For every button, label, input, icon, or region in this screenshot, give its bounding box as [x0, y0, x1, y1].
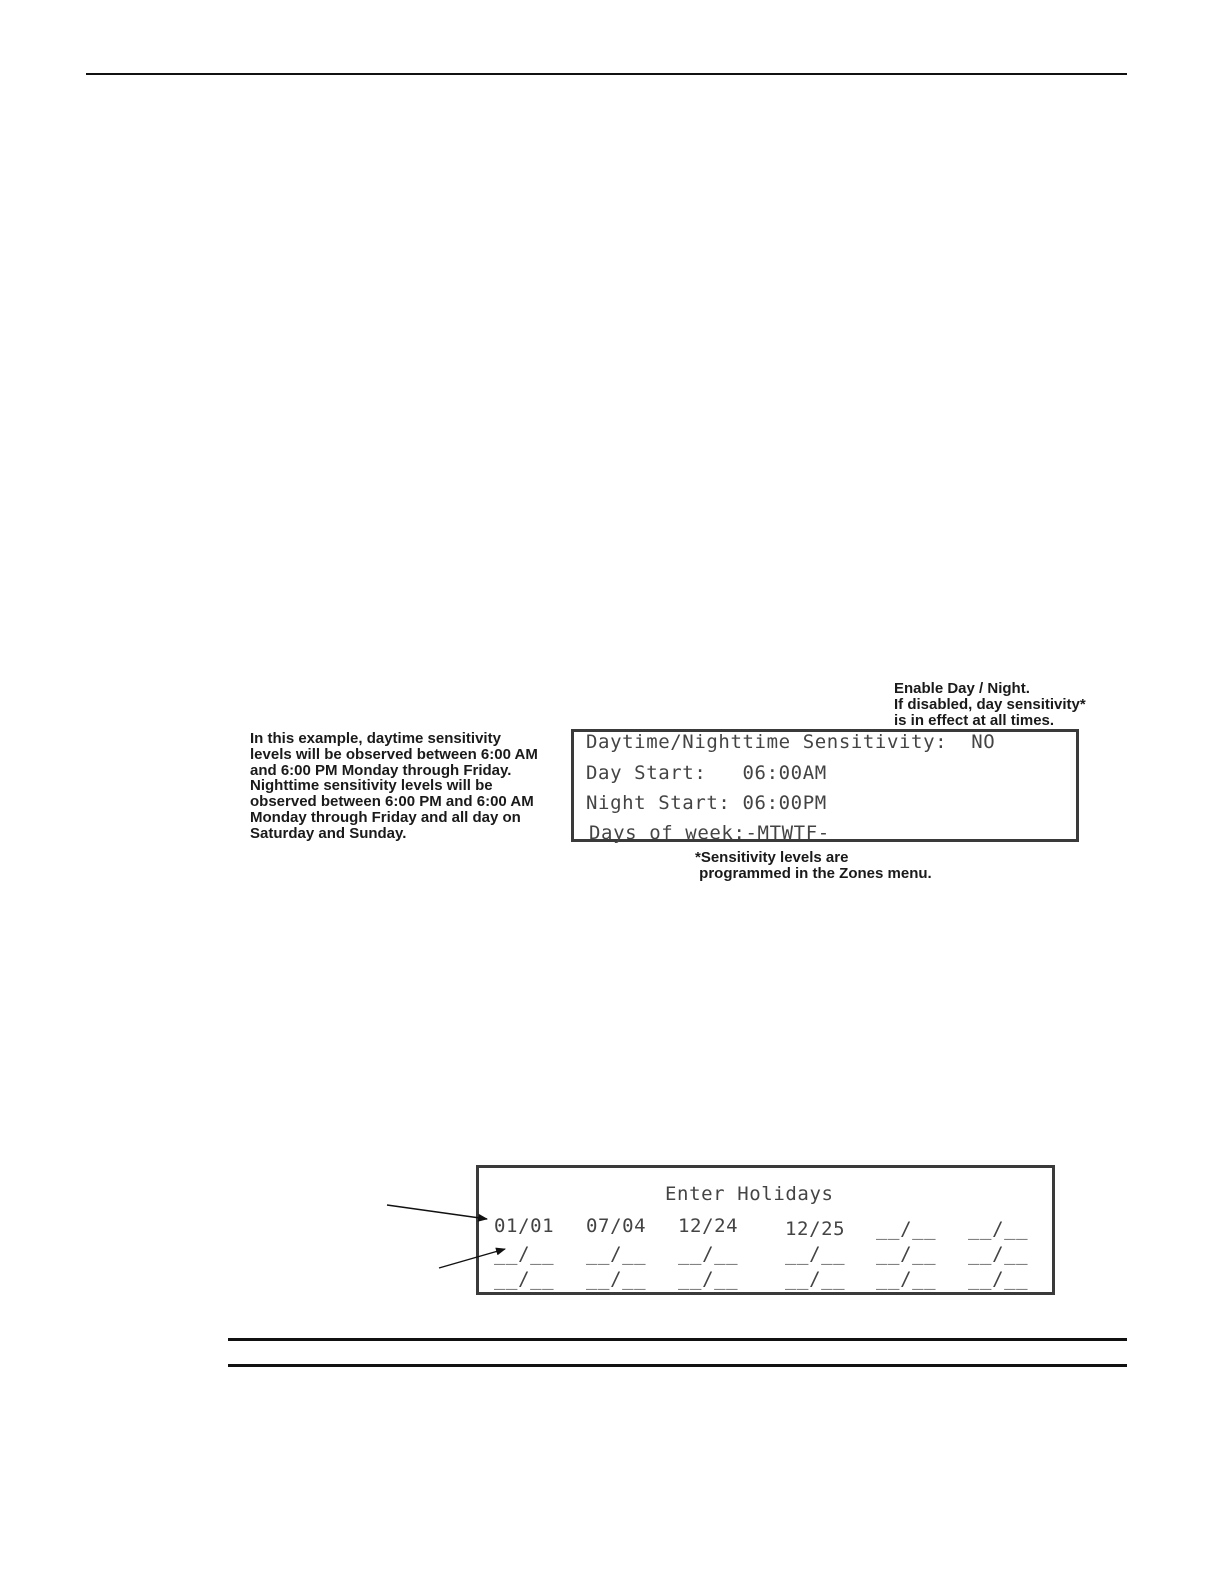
side-note-line: Saturday and Sunday.	[250, 824, 407, 842]
enable-note-line: Enable Day / Night.	[894, 680, 1030, 697]
side-note-line: Monday through Friday and all day on	[250, 808, 521, 826]
lcd-sensitivity-line: Daytime/Nighttime Sensitivity: NO	[586, 731, 996, 753]
footnote-line: *Sensitivity levels are	[695, 849, 849, 866]
holiday-date[interactable]: __/__	[678, 1268, 739, 1290]
holiday-date[interactable]: __/__	[785, 1268, 846, 1290]
arrow-to-blank-holiday	[439, 1249, 505, 1268]
arrow-to-first-holiday	[387, 1205, 487, 1219]
holiday-date[interactable]: __/__	[968, 1218, 1029, 1240]
holiday-date[interactable]: __/__	[876, 1243, 937, 1265]
holiday-date[interactable]: __/__	[876, 1218, 937, 1240]
footnote-line: programmed in the Zones menu.	[695, 864, 932, 882]
side-note-line: observed between 6:00 PM and 6:00 AM	[250, 793, 534, 811]
holiday-date[interactable]: 07/04	[586, 1215, 647, 1237]
holiday-date[interactable]: __/__	[968, 1268, 1029, 1290]
holiday-date[interactable]: __/__	[586, 1268, 647, 1290]
lcd-night-start-line: Night Start: 06:00PM	[586, 792, 827, 814]
lcd-days-of-week-line: Days of week:-MTWTF-	[589, 822, 830, 844]
holiday-date[interactable]: __/__	[968, 1243, 1029, 1265]
side-note-line: Nighttime sensitivity levels will be	[250, 777, 493, 795]
side-note-line: levels will be observed between 6:00 AM	[250, 745, 538, 763]
holiday-date[interactable]: __/__	[494, 1268, 555, 1290]
holiday-date[interactable]: __/__	[586, 1243, 647, 1265]
holiday-date[interactable]: __/__	[494, 1243, 555, 1265]
enable-note-line: If disabled, day sensitivity*	[894, 695, 1086, 713]
holiday-date[interactable]: __/__	[678, 1243, 739, 1265]
section-rule-upper	[228, 1338, 1127, 1341]
lcd-day-start-line: Day Start: 06:00AM	[586, 762, 827, 784]
holiday-date[interactable]: __/__	[785, 1243, 846, 1265]
holiday-date[interactable]: 12/25	[785, 1218, 846, 1240]
holiday-date[interactable]: __/__	[876, 1268, 937, 1290]
side-note-line: and 6:00 PM Monday through Friday.	[250, 761, 512, 779]
enable-note-line: is in effect at all times.	[894, 711, 1055, 729]
section-rule-lower	[228, 1364, 1127, 1367]
side-note-line: In this example, daytime sensitivity	[250, 730, 501, 747]
holiday-date[interactable]: 12/24	[678, 1215, 739, 1237]
holiday-date[interactable]: 01/01	[494, 1215, 555, 1237]
holiday-title: Enter Holidays	[665, 1183, 834, 1205]
